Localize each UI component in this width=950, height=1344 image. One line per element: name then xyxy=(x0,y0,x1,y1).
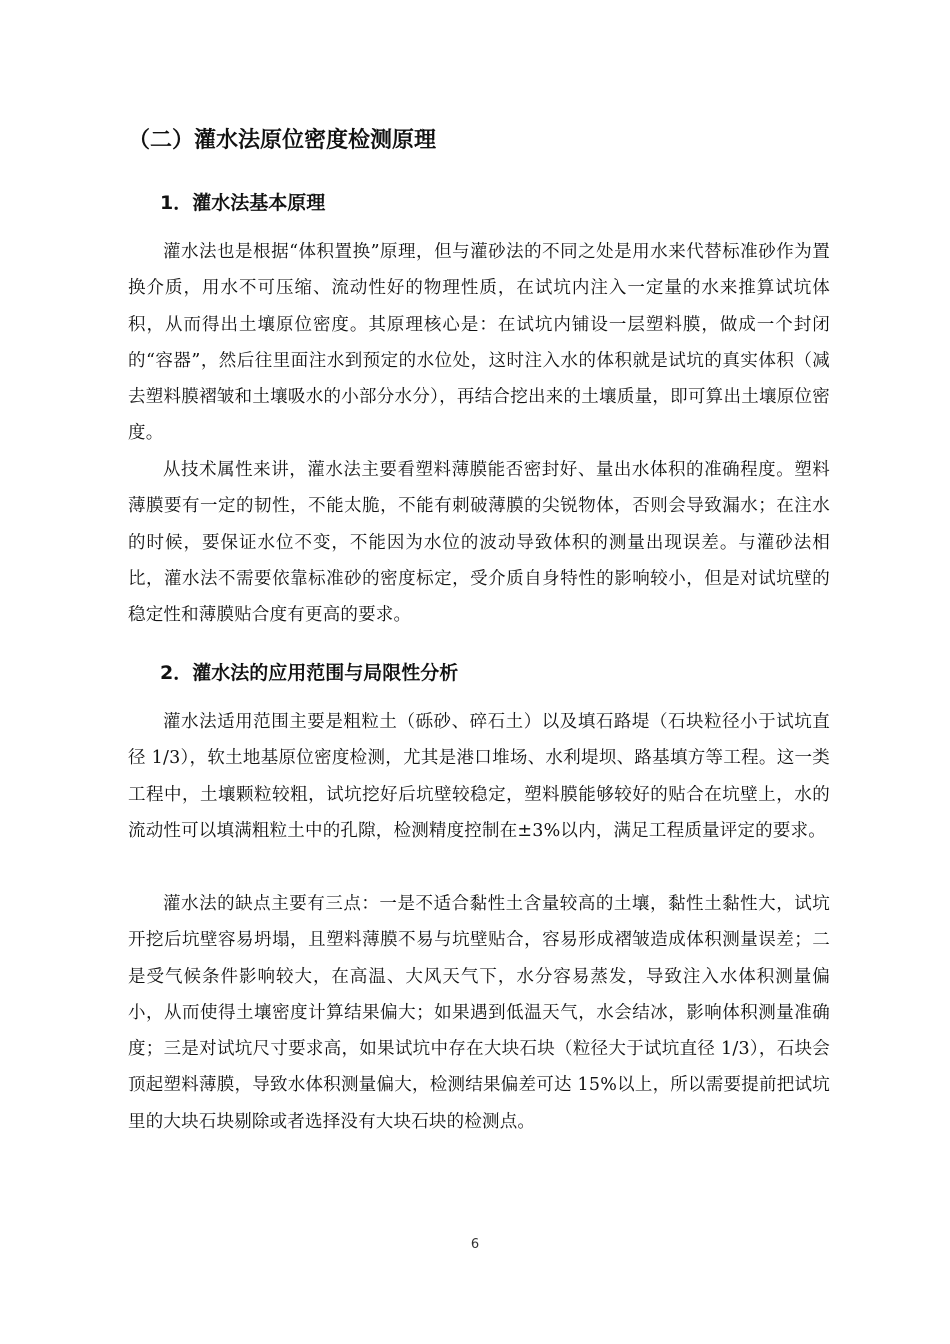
subsection-heading-scope-limitations: 2．灌水法的应用范围与局限性分析 xyxy=(160,662,459,684)
paragraph-application-scope: 灌水法适用范围主要是粗粒土（砾砂、碎石土）以及填石路堤（石块粒径小于试坑直径 1/3），软土地基原位密度检测，尤其是港口堆场、水利堤坝、路基填方等工程。这一类工程中，土壤颗粒较粗，试坑挖好后坑壁较稳定，塑料膜能够较好的贴合在坑壁上，水的流动性可以填满粗粒土中的孔隙，检测精度控制在±3%以内，满足工程质量评定的要求。 xyxy=(128,712,830,841)
subsection-heading-basic-principle: 1．灌水法基本原理 xyxy=(160,192,326,214)
paragraph-technical-attributes: 从技术属性来讲，灌水法主要看塑料薄膜能否密封好、量出水体积的准确程度。塑料薄膜要有一定的韧性，不能太脆，不能有刺破薄膜的尖锐物体，否则会导致漏水；在注水的时候，要保证水位不变，不能因为水位的波动导致体积的测量出现误差。与灌砂法相比，灌水法不需要依靠标准砂的密度标定，受介质自身特性的影响较小，但是对试坑壁的稳定性和薄膜贴合度有更高的要求。 xyxy=(128,460,830,626)
paragraph-principle-intro: 灌水法也是根据“体积置换”原理，但与灌砂法的不同之处是用水来代替标准砂作为置换介质，用水不可压缩、流动性好的物理性质，在试坑内注入一定量的水来推算试坑体积，从而得出土壤原位密度。其原理核心是：在试坑内铺设一层塑料膜，做成一个封闭的“容器”，然后往里面注水到预定的水位处，这时注入水的体积就是试坑的真实体积（减去塑料膜褶皱和土壤吸水的小部分水分），再结合挖出来的土壤质量，即可算出土壤原位密度。 xyxy=(128,242,830,444)
paragraph-limitations: 灌水法的缺点主要有三点：一是不适合黏性土含量较高的土壤，黏性土黏性大，试坑开挖后坑壁容易坍塌，且塑料薄膜不易与坑壁贴合，容易形成褶皱造成体积测量误差；二是受气候条件影响较大，在高温、大风天气下，水分容易蒸发，导致注入水体积测量偏小，从而使得土壤密度计算结果偏大；如果遇到低温天气，水会结冰，影响体积测量准确度；三是对试坑尺寸要求高，如果试坑中存在大块石块（粒径大于试坑直径 1/3），石块会顶起塑料薄膜，导致水体积测量偏大，检测结果偏差可达 15%以上，所以需要提前把试坑里的大块石块剔除或者选择没有大块石块的检测点。 xyxy=(128,894,830,1132)
section-heading: （二）灌水法原位密度检测原理 xyxy=(128,128,437,153)
page-number: 6 xyxy=(470,1237,480,1252)
